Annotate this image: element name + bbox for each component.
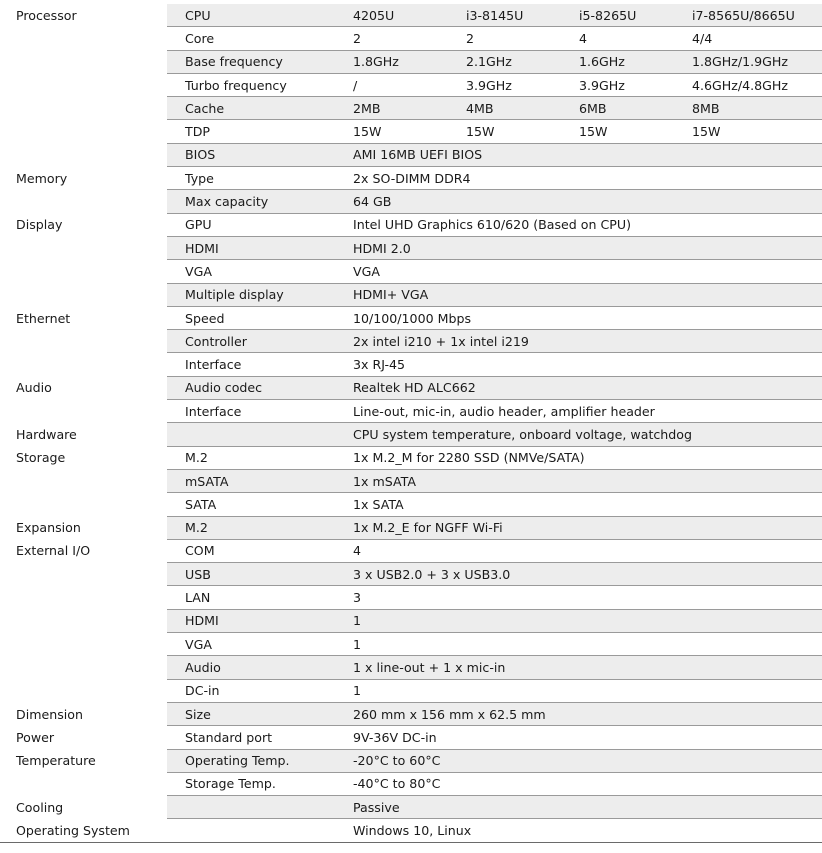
spec-category: Expansion: [16, 520, 81, 536]
spec-value: 4.6GHz/4.8GHz: [681, 73, 822, 96]
spec-category: [0, 679, 167, 702]
spec-row: [0, 213, 822, 236]
spec-category: [0, 97, 167, 120]
spec-category: [0, 469, 167, 492]
spec-value: 15W: [568, 120, 681, 143]
spec-category: [0, 493, 167, 516]
spec-row: [0, 633, 822, 656]
spec-item: BIOS: [167, 143, 342, 166]
spec-category: [0, 236, 167, 259]
spec-row: [0, 73, 822, 96]
spec-value: 1.8GHz/1.9GHz: [681, 50, 822, 73]
spec-value: 3x RJ-45: [342, 353, 822, 376]
spec-item: GPU: [167, 213, 342, 236]
spec-item: mSATA: [167, 469, 342, 492]
spec-value: 1.8GHz: [342, 50, 455, 73]
spec-value: Passive: [342, 796, 822, 819]
spec-value: -20°C to 60°C: [342, 749, 822, 772]
spec-value: 3.9GHz: [568, 73, 681, 96]
spec-value: 4MB: [455, 97, 568, 120]
spec-item: Base frequency: [167, 50, 342, 73]
spec-row: [0, 50, 822, 73]
spec-value: AMI 16MB UEFI BIOS: [342, 143, 822, 166]
spec-value: 4/4: [681, 27, 822, 50]
spec-value: HDMI+ VGA: [342, 283, 822, 306]
spec-item: HDMI: [167, 236, 342, 259]
spec-value: 260 mm x 156 mm x 62.5 mm: [342, 702, 822, 725]
spec-value: CPU system temperature, onboard voltage, watchdog: [342, 423, 822, 446]
spec-value: i3-8145U: [455, 4, 568, 27]
spec-value: 8MB: [681, 97, 822, 120]
spec-value: 10/100/1000 Mbps: [342, 306, 822, 329]
spec-category: [0, 353, 167, 376]
spec-item: Controller: [167, 330, 342, 353]
spec-item: Core: [167, 27, 342, 50]
spec-value: Intel UHD Graphics 610/620 (Based on CPU): [342, 213, 822, 236]
spec-category: [0, 73, 167, 96]
spec-row: [0, 749, 822, 772]
spec-category: [0, 656, 167, 679]
spec-row: [0, 772, 822, 795]
spec-value: 1x SATA: [342, 493, 822, 516]
spec-item: [167, 796, 342, 819]
spec-category: [0, 400, 167, 423]
spec-value: 4205U: [342, 4, 455, 27]
spec-value: 6MB: [568, 97, 681, 120]
spec-value: 64 GB: [342, 190, 822, 213]
spec-row: [0, 283, 822, 306]
spec-category: [0, 50, 167, 73]
spec-value: 1.6GHz: [568, 50, 681, 73]
spec-value: 15W: [342, 120, 455, 143]
spec-item: DC-in: [167, 679, 342, 702]
spec-value: Line-out, mic-in, audio header, amplifier header: [342, 400, 822, 423]
spec-value: 1: [342, 679, 822, 702]
spec-value: -40°C to 80°C: [342, 772, 822, 795]
spec-value: 3: [342, 586, 822, 609]
spec-row: [0, 516, 822, 539]
spec-category: [0, 563, 167, 586]
spec-item: Standard port: [167, 726, 342, 749]
spec-value: Realtek HD ALC662: [342, 376, 822, 399]
spec-row: [0, 376, 822, 399]
spec-value: 2.1GHz: [455, 50, 568, 73]
spec-category: Power: [16, 729, 55, 745]
spec-row: [0, 120, 822, 143]
spec-category: [0, 27, 167, 50]
spec-category: [0, 772, 167, 795]
spec-row: [0, 400, 822, 423]
spec-row: [0, 702, 822, 725]
spec-item: M.2: [167, 446, 342, 469]
spec-row: [0, 679, 822, 702]
spec-row: [0, 236, 822, 259]
spec-row: [0, 143, 822, 166]
spec-category: [0, 143, 167, 166]
spec-value: 15W: [681, 120, 822, 143]
spec-row: [0, 539, 822, 562]
spec-table: [0, 4, 822, 843]
spec-item: COM: [167, 539, 342, 562]
spec-row: [0, 819, 822, 842]
spec-value: 4: [568, 27, 681, 50]
spec-item: Operating Temp.: [167, 749, 342, 772]
spec-row: [0, 493, 822, 516]
spec-item: HDMI: [167, 609, 342, 632]
spec-item: VGA: [167, 260, 342, 283]
spec-row: [0, 4, 822, 27]
spec-value: 1x M.2_M for 2280 SSD (NMVe/SATA): [342, 446, 822, 469]
spec-item: CPU: [167, 4, 342, 27]
spec-row: [0, 97, 822, 120]
spec-table-body: [0, 4, 822, 842]
spec-value: 1x M.2_E for NGFF Wi-Fi: [342, 516, 822, 539]
spec-category: Processor: [16, 7, 77, 23]
spec-row: [0, 469, 822, 492]
spec-value: 3.9GHz: [455, 73, 568, 96]
spec-item: Interface: [167, 400, 342, 423]
spec-row: [0, 306, 822, 329]
spec-value: 1x mSATA: [342, 469, 822, 492]
spec-value: 2x SO-DIMM DDR4: [342, 167, 822, 190]
spec-value: Windows 10, Linux: [342, 819, 822, 842]
spec-row: [0, 563, 822, 586]
spec-row: [0, 609, 822, 632]
spec-row: [0, 586, 822, 609]
spec-row: [0, 423, 822, 446]
spec-category: Hardware: [16, 426, 77, 442]
spec-row: [0, 167, 822, 190]
spec-category: [0, 586, 167, 609]
spec-value: 4: [342, 539, 822, 562]
spec-value: 1: [342, 633, 822, 656]
spec-value: HDMI 2.0: [342, 236, 822, 259]
spec-category: Operating System: [0, 819, 167, 842]
spec-value: 1: [342, 609, 822, 632]
spec-item: VGA: [167, 633, 342, 656]
spec-category: Cooling: [16, 799, 64, 815]
spec-category: Display: [16, 217, 63, 233]
spec-item: SATA: [167, 493, 342, 516]
spec-row: [0, 656, 822, 679]
spec-category: [0, 260, 167, 283]
spec-category: Temperature: [16, 753, 96, 769]
spec-category: [0, 283, 167, 306]
spec-item: TDP: [167, 120, 342, 143]
spec-value: 9V-36V DC-in: [342, 726, 822, 749]
spec-item: Type: [167, 167, 342, 190]
spec-item: Interface: [167, 353, 342, 376]
spec-item: USB: [167, 563, 342, 586]
spec-row: [0, 330, 822, 353]
spec-row: [0, 27, 822, 50]
spec-item: [167, 423, 342, 446]
spec-category: External I/O: [16, 543, 91, 559]
spec-item: Audio: [167, 656, 342, 679]
spec-value: i5-8265U: [568, 4, 681, 27]
spec-category: [0, 633, 167, 656]
spec-item: Storage Temp.: [167, 772, 342, 795]
spec-item: Size: [167, 702, 342, 725]
spec-row: [0, 796, 822, 819]
spec-value: 2MB: [342, 97, 455, 120]
spec-item: LAN: [167, 586, 342, 609]
spec-item: Cache: [167, 97, 342, 120]
spec-row: [0, 726, 822, 749]
spec-category: [0, 330, 167, 353]
spec-item: Turbo frequency: [167, 73, 342, 96]
spec-value: 2: [455, 27, 568, 50]
spec-row: [0, 190, 822, 213]
spec-item: Multiple display: [167, 283, 342, 306]
spec-category: [0, 190, 167, 213]
spec-value: 1 x line-out + 1 x mic-in: [342, 656, 822, 679]
spec-category: [0, 120, 167, 143]
spec-row: [0, 353, 822, 376]
spec-value: 2: [342, 27, 455, 50]
spec-category: Storage: [16, 450, 66, 466]
spec-category: Audio: [16, 380, 52, 396]
spec-category: [0, 609, 167, 632]
spec-category: Ethernet: [16, 310, 71, 326]
spec-value: /: [342, 73, 455, 96]
spec-value: 2x intel i210 + 1x intel i219: [342, 330, 822, 353]
spec-row: [0, 446, 822, 469]
spec-item: Audio codec: [167, 376, 342, 399]
spec-value: VGA: [342, 260, 822, 283]
spec-row: [0, 260, 822, 283]
spec-item: Speed: [167, 306, 342, 329]
spec-category: Dimension: [16, 706, 83, 722]
spec-value: 3 x USB2.0 + 3 x USB3.0: [342, 563, 822, 586]
spec-category: Memory: [16, 170, 68, 186]
spec-value: 15W: [455, 120, 568, 143]
spec-item: [167, 819, 342, 842]
spec-value: i7-8565U/8665U: [681, 4, 822, 27]
spec-item: Max capacity: [167, 190, 342, 213]
spec-item: M.2: [167, 516, 342, 539]
